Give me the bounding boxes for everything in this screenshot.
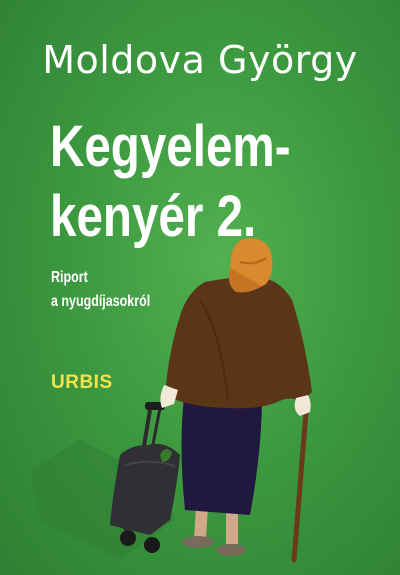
book-title-line1: Kegyelem- <box>50 114 291 179</box>
shoe-left <box>182 536 214 548</box>
subtitle-line1: Riport <box>51 269 88 286</box>
author-name: Moldova György <box>42 38 358 82</box>
book-title-line2: kenyér 2. <box>50 184 257 249</box>
cane-icon <box>294 406 306 560</box>
publisher-logo: URBIS <box>51 372 113 393</box>
skirt-shape <box>182 390 263 515</box>
shoe-right <box>216 544 246 556</box>
subtitle-line2: a nyugdíjasokról <box>51 293 151 310</box>
